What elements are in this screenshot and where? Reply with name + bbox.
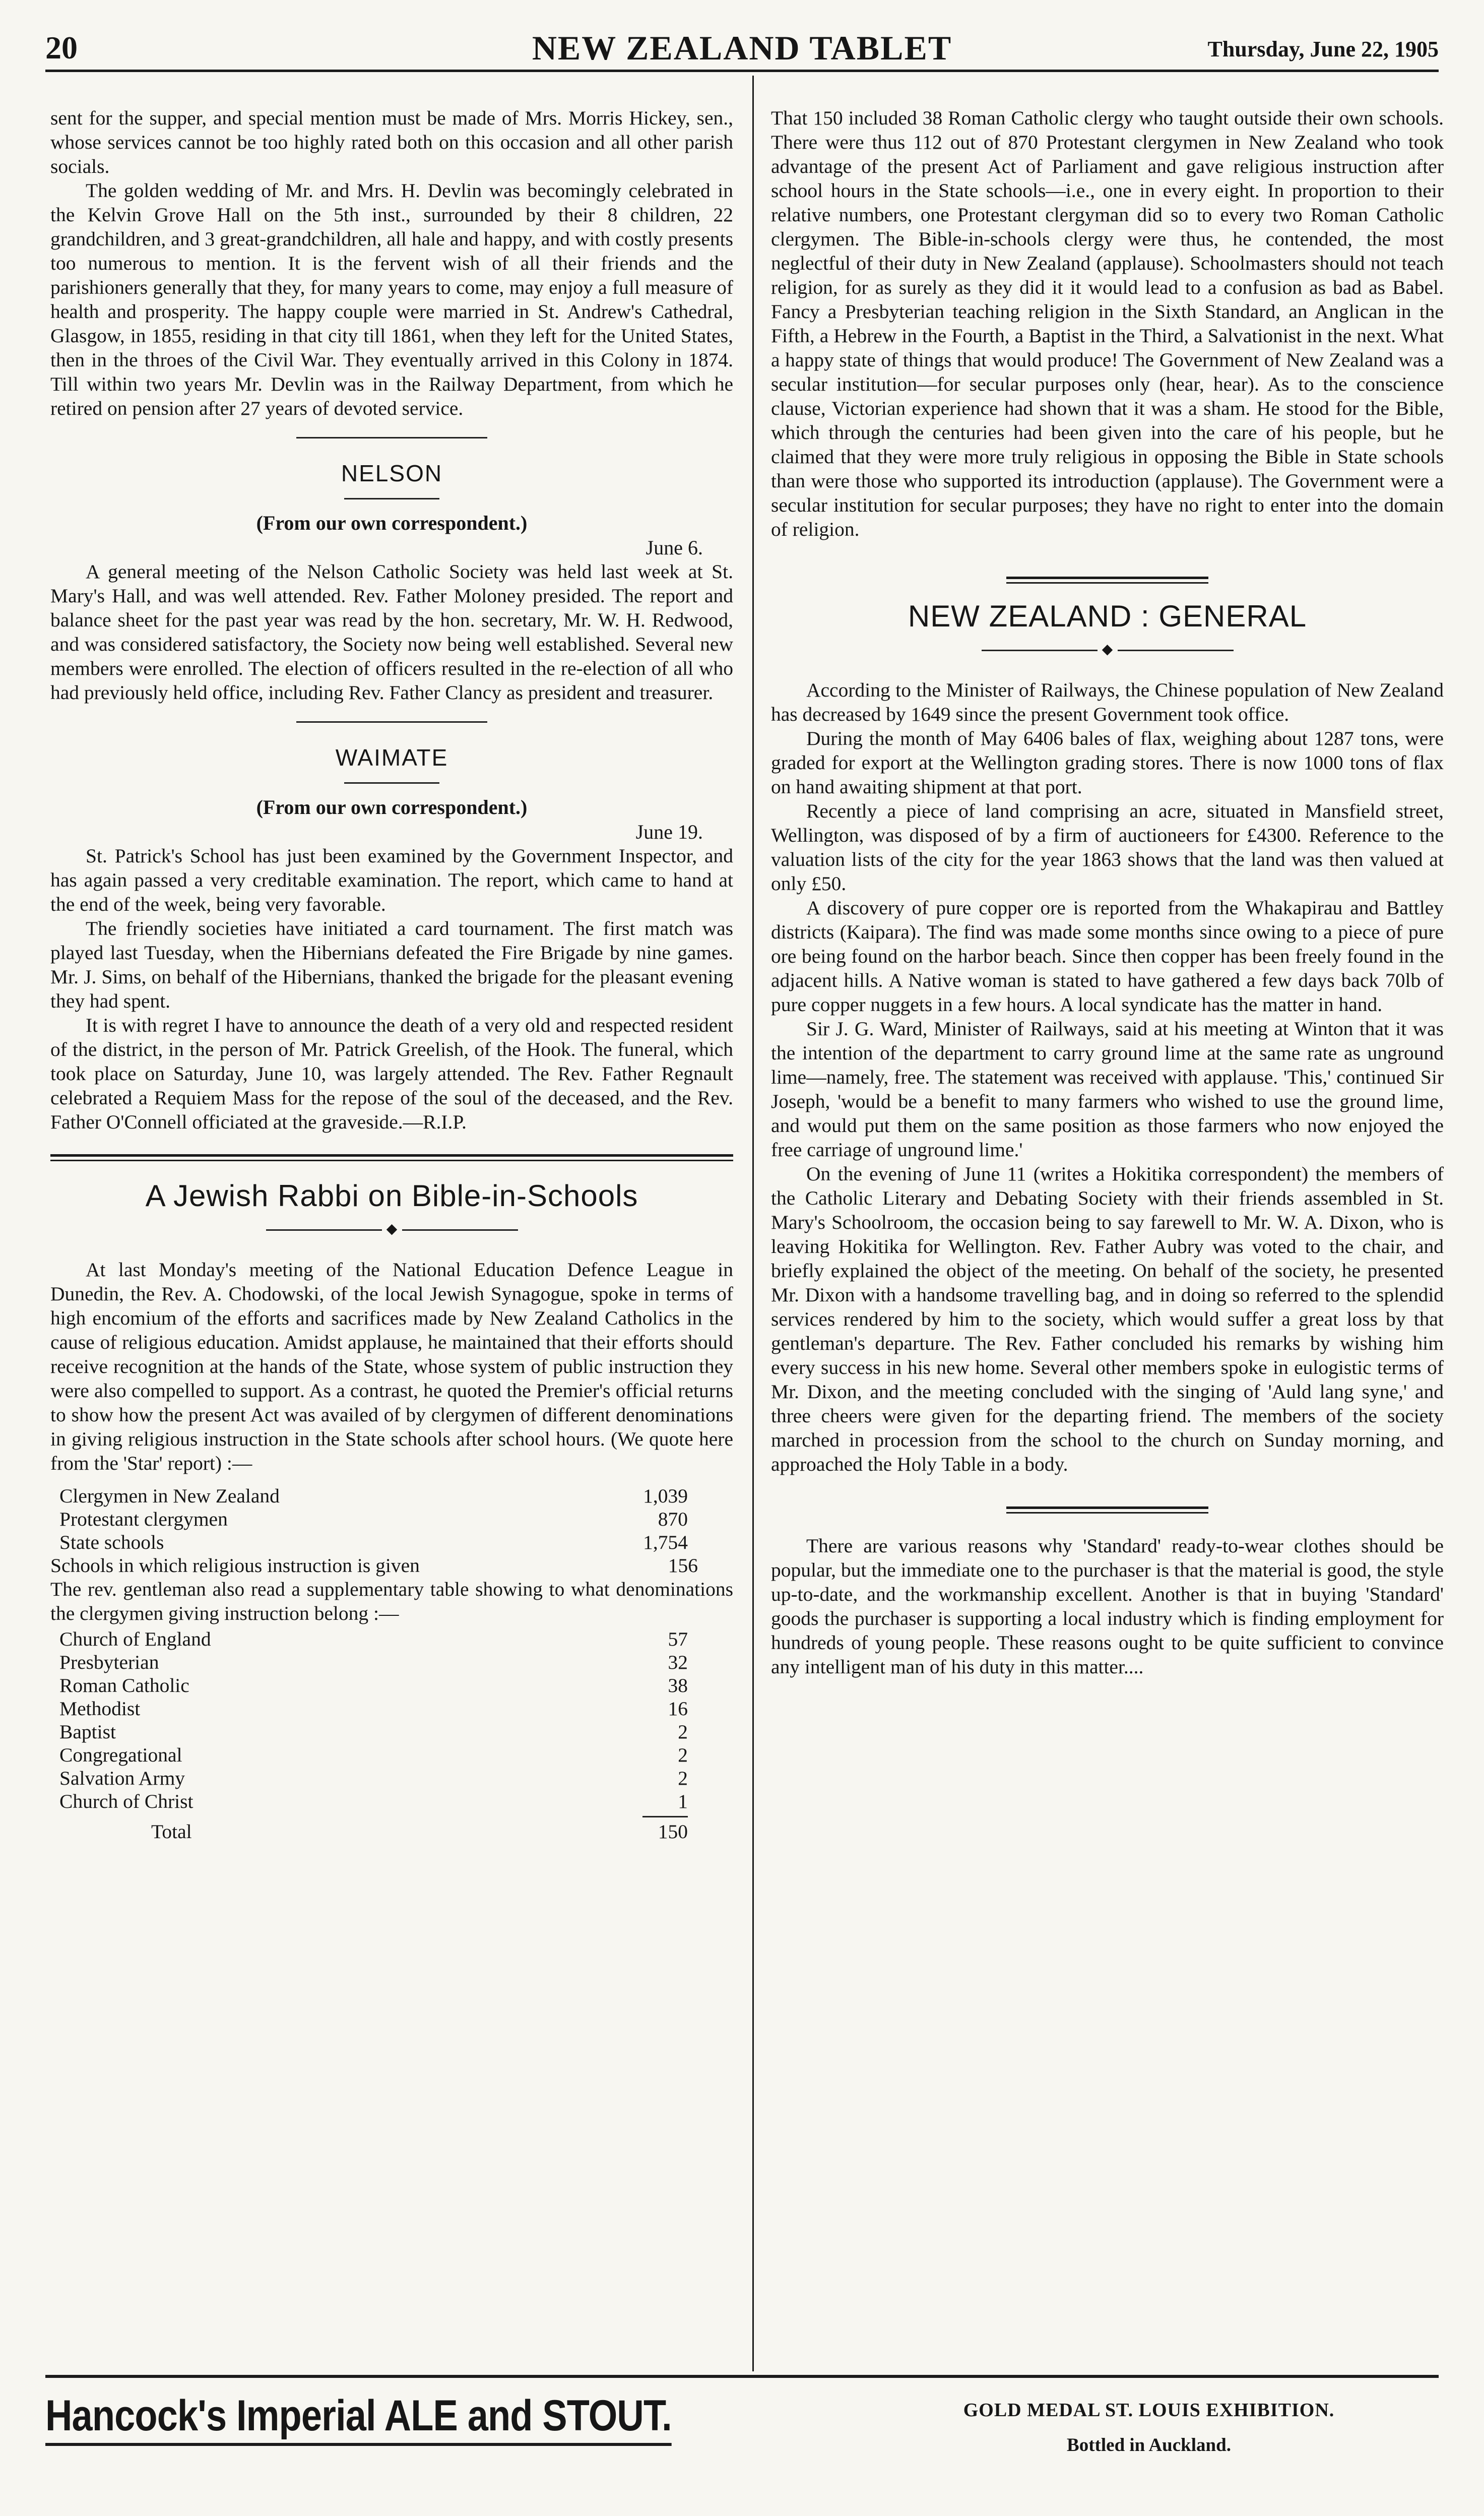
column-divider	[752, 76, 754, 2371]
total-row	[50, 1820, 733, 1843]
denomination-row	[50, 1720, 733, 1743]
stat-label: Schools in which religious instruction is given	[50, 1554, 420, 1577]
section-heading-nelson: NELSON	[341, 460, 443, 486]
double-rule	[50, 1154, 733, 1161]
article-paragraph: On the evening of June 11 (writes a Hokitika correspondent) the members of the Catholic Literary and Debating Society with their friends assembled in St. Mary's Schoolroom, the occasion being to say farewell to Mr. W. A. Dixon, who is leaving Hokitika for Wellington. Rev. Father Aubry was voted to the chair, and briefly explained the object of the meeting. On behalf of the society, he presented Mr. Dixon with a handsome travelling bag, and in doing so referred to the splendid services rendered by him to the society, which would suffer a great loss by that gentleman's departure. The Rev. Father concluded his remarks by wishing him every success in his new home. Several other members spoke in eulogistic terms of Mr. Dixon, and the meeting concluded with the singing of 'Auld lang syne,' and three cheers were given for the departing friend. The members of the society marched in procession from the school to the church on Sunday morning, and approached the Holy Table in a body.	[771, 1163, 1444, 1475]
hancocks-advert: Hancock's Imperial ALE and STOUT.	[45, 2391, 672, 2446]
issue-date: Thursday, June 22, 1905	[1207, 37, 1439, 61]
denomination-value: 2	[678, 1721, 688, 1743]
denomination-row	[50, 1627, 733, 1651]
article-paragraph: That 150 included 38 Roman Catholic clergy who taught outside their own schools. There were thus 112 out of 870 Protestant clergymen in New Zealand who took advantage of the present Act of Parliament and gave religious instruction after school hours in the State schools—i.e., one in every eight. In proportion to their relative numbers, one Protestant clergyman did so to every two Roman Catholic clergymen. The Bible-in-schools clergy were thus, he contended, the most neglectful of their duty in New Zealand (applause). Schoolmasters should not teach religion, for as surely as they did it it would lead to a confusion as bad as Babel. Fancy a Presbyterian teaching religion in the Sixth Standard, an Anglican in the Fifth, a Hebrew in the Fourth, a Baptist in the Third, a Salvationist in the next. What a happy state of things that would produce! The Government of New Zealand was a secular institution—for secular purposes only (hear, hear). As to the conscience clause, Victorian experience had shown that it was a sham. He stood for the Bible, which through the centuries had been given into the care of his people, but he claimed that they were more truly religious in opposing the Bible in State schools than were those who supported its introduction (applause). The Government were a secular institution for secular purposes; they have no right to enter into the domain of religion.	[771, 107, 1444, 540]
page-header	[45, 25, 1439, 67]
article-paragraph: St. Patrick's School has just been examined by the Government Inspector, and has again passed a very creditable examination. The report, which came to hand at the end of the week, being very favorable.	[50, 845, 733, 915]
clergy-statistics-table	[50, 1484, 733, 1577]
heading-ornament	[50, 490, 733, 507]
gold-medal-line: GOLD MEDAL ST. LOUIS EXHIBITION.	[963, 2400, 1335, 2421]
denomination-value: 16	[668, 1697, 688, 1720]
denomination-value: 1	[678, 1790, 688, 1812]
stat-value: 1,039	[643, 1485, 688, 1507]
section-heading-general: NEW ZEALAND : GENERAL	[908, 599, 1307, 633]
section-heading-waimate: WAIMATE	[335, 744, 448, 771]
page-number: 20	[45, 30, 78, 66]
correspondent-line: (From our own correspondent.)	[256, 512, 528, 534]
article-paragraph: According to the Minister of Railways, the Chinese population of New Zealand has decreased by 1649 since the present Government took office.	[771, 679, 1444, 725]
stat-value: 156	[668, 1554, 698, 1577]
diamond-ornament: ◆	[771, 640, 1444, 660]
section-separator	[50, 420, 733, 456]
denomination-label: Baptist	[59, 1721, 116, 1743]
denomination-row	[50, 1743, 733, 1767]
correspondent-line: (From our own correspondent.)	[256, 796, 528, 819]
denomination-row	[50, 1697, 733, 1720]
denomination-value: 38	[668, 1674, 688, 1696]
article-paragraph: The friendly societies have initiated a card tournament. The first match was played last Tuesday, when the Hibernians defeated the Fire Brigade by nine games. Mr. J. Sims, on behalf of the Hibernians, thanked the brigade for the pleasant evening they had spent.	[50, 917, 733, 1012]
stat-row	[50, 1507, 733, 1531]
double-rule	[1006, 577, 1208, 584]
stat-label: Protestant clergymen	[59, 1508, 228, 1530]
stat-value: 1,754	[643, 1531, 688, 1553]
masthead-title: NEW ZEALAND TABLET	[532, 29, 952, 67]
article-paragraph: At last Monday's meeting of the National Education Defence League in Dunedin, the Rev. A. Chodowski, of the local Jewish Synagogue, spoke in terms of high encomium of the efforts and sacrifices made by New Zealand Catholics in the cause of religious education. Amidst applause, he maintained that their efforts should receive recognition at the hands of the State, whose system of public instruction they were also compelled to support. As a contrast, he quoted the Premier's official returns to show how the present Act was availed of by clergymen of different denominations in giving religious instruction in the State schools after school hours. (We quote here from the 'Star' report) :—	[50, 1259, 733, 1474]
denomination-row	[50, 1651, 733, 1674]
denomination-label: Presbyterian	[59, 1651, 159, 1673]
stat-label: Clergymen in New Zealand	[59, 1485, 280, 1507]
dateline: June 19.	[635, 821, 703, 843]
table-intro: The rev. gentleman also read a supplementary table showing to what denominations the clergymen giving instruction belong :—	[50, 1578, 733, 1624]
denomination-table	[50, 1627, 733, 1843]
denomination-label: Methodist	[59, 1697, 141, 1720]
article-paragraph: It is with regret I have to announce the death of a very old and respected resident of the district, in the person of Mr. Patrick Greelish, of the Hook. The funeral, which took place on Saturday, June 10, was largely attended. The Rev. Father Regnault celebrated a Requiem Mass for the repose of the soul of the deceased, and the Rev. Father O'Connell officiated at the graveside.—R.I.P.	[50, 1014, 733, 1133]
denomination-row	[50, 1674, 733, 1697]
header-rule	[45, 70, 1439, 72]
denomination-row	[50, 1790, 733, 1813]
left-column	[50, 106, 733, 1843]
article-paragraph: A discovery of pure copper ore is reported from the Whakapirau and Battley districts (Kaipara). The find was made some months since owing to a piece of pure ore being found on the harbor beach. Since then copper has been freely found in the adjacent hills. A Native woman is stated to have gathered a few days back 70lb of pure copper nuggets in a few hours. A local syndicate has the matter in hand.	[771, 897, 1444, 1016]
article-paragraph: sent for the supper, and special mention must be made of Mrs. Morris Hickey, sen., whose services cannot be too highly rated both on this occasion and all other parish socials.	[50, 107, 733, 177]
denomination-label: Church of England	[59, 1628, 211, 1650]
total-value: 150	[658, 1820, 688, 1843]
right-column	[771, 106, 1444, 1679]
article-paragraph: A general meeting of the Nelson Catholic Society was held last week at St. Mary's Hall, and was well attended. Rev. Father Moloney presided. The report and balance sheet for the past year was read by the hon. secretary, Mr. W. H. Redwood, and was considered satisfactory, the Society now being well established. Several new members were enrolled. The election of officers resulted in the re-election of all who had previously held office, including Rev. Father Clancy as president and treasurer.	[50, 560, 733, 704]
denomination-value: 32	[668, 1651, 688, 1673]
stat-value: 870	[658, 1508, 688, 1530]
double-rule	[1006, 1506, 1208, 1514]
advertorial-paragraph: There are various reasons why 'Standard' ready-to-wear clothes should be popular, but the immediate one to the purchaser is that the material is good, the style up-to-date, and the workmanship excellent. Another is that in buying 'Standard' goods the purchaser is supporting a local industry which is finding employment for hundreds of young people. These reasons ought to be quite sufficient to convince any intelligent man of his duty in this matter....	[771, 1535, 1444, 1678]
denomination-value: 57	[668, 1628, 688, 1650]
total-label: Total	[151, 1820, 192, 1843]
section-separator	[50, 705, 733, 740]
heading-ornament	[50, 774, 733, 791]
footer-rule	[45, 2375, 1439, 2378]
bottled-line: Bottled in Auckland.	[1067, 2435, 1231, 2456]
denomination-label: Roman Catholic	[59, 1674, 189, 1696]
denomination-label: Church of Christ	[59, 1790, 193, 1812]
denomination-label: Salvation Army	[59, 1767, 185, 1789]
denomination-value: 2	[678, 1744, 688, 1766]
stat-label: State schools	[59, 1531, 164, 1553]
diamond-ornament: ◆	[50, 1219, 733, 1239]
article-paragraph: Sir J. G. Ward, Minister of Railways, said at his meeting at Winton that it was the intention of the department to carry ground lime at the same rate as unground lime—namely, free. The statement was received with applause. 'This,' continued Sir Joseph, 'would be a benefit to many farmers who wished to use the ground lime, and would put them on the same position as those farmers who now enjoyed the free carriage of unground lime.'	[771, 1018, 1444, 1161]
sum-rule	[50, 1813, 733, 1820]
stat-row	[50, 1554, 733, 1577]
stat-row	[50, 1484, 733, 1507]
article-paragraph: The golden wedding of Mr. and Mrs. H. Devlin was becomingly celebrated in the Kelvin Grove Hall on the 5th inst., surrounded by their 8 children, 22 grandchildren, and 3 great-grandchildren, all hale and happy, and with costly presents too numerous to mention. It is the fervent wish of all their friends and the parishioners generally that they, for many years to come, may enjoy a full measure of health and prosperity. The happy couple were married in St. Andrew's Cathedral, Glasgow, in 1855, residing in that city till 1861, when they left for the United States, then in the throes of the Civil War. They eventually arrived in this Colony in 1874. Till within two years Mr. Devlin was in the Railway Department, from which he retired on pension after 27 years of devoted service.	[50, 179, 733, 419]
denomination-value: 2	[678, 1767, 688, 1789]
article-paragraph: During the month of May 6406 bales of flax, weighing about 1287 tons, were graded for export at the Wellington grading stores. There is now 1000 tons of flax on hand awaiting shipment at that port.	[771, 727, 1444, 798]
dateline: June 6.	[646, 536, 703, 559]
denomination-label: Congregational	[59, 1744, 182, 1766]
article-heading-rabbi: A Jewish Rabbi on Bible-in-Schools	[145, 1179, 638, 1213]
stat-row	[50, 1531, 733, 1554]
article-paragraph: Recently a piece of land comprising an acre, situated in Mansfield street, Wellington, was disposed of by a firm of auctioneers for £4300. Reference to the valuation lists of the city for the year 1863 shows that the land was then valued at only £50.	[771, 800, 1444, 895]
denomination-row	[50, 1767, 733, 1790]
